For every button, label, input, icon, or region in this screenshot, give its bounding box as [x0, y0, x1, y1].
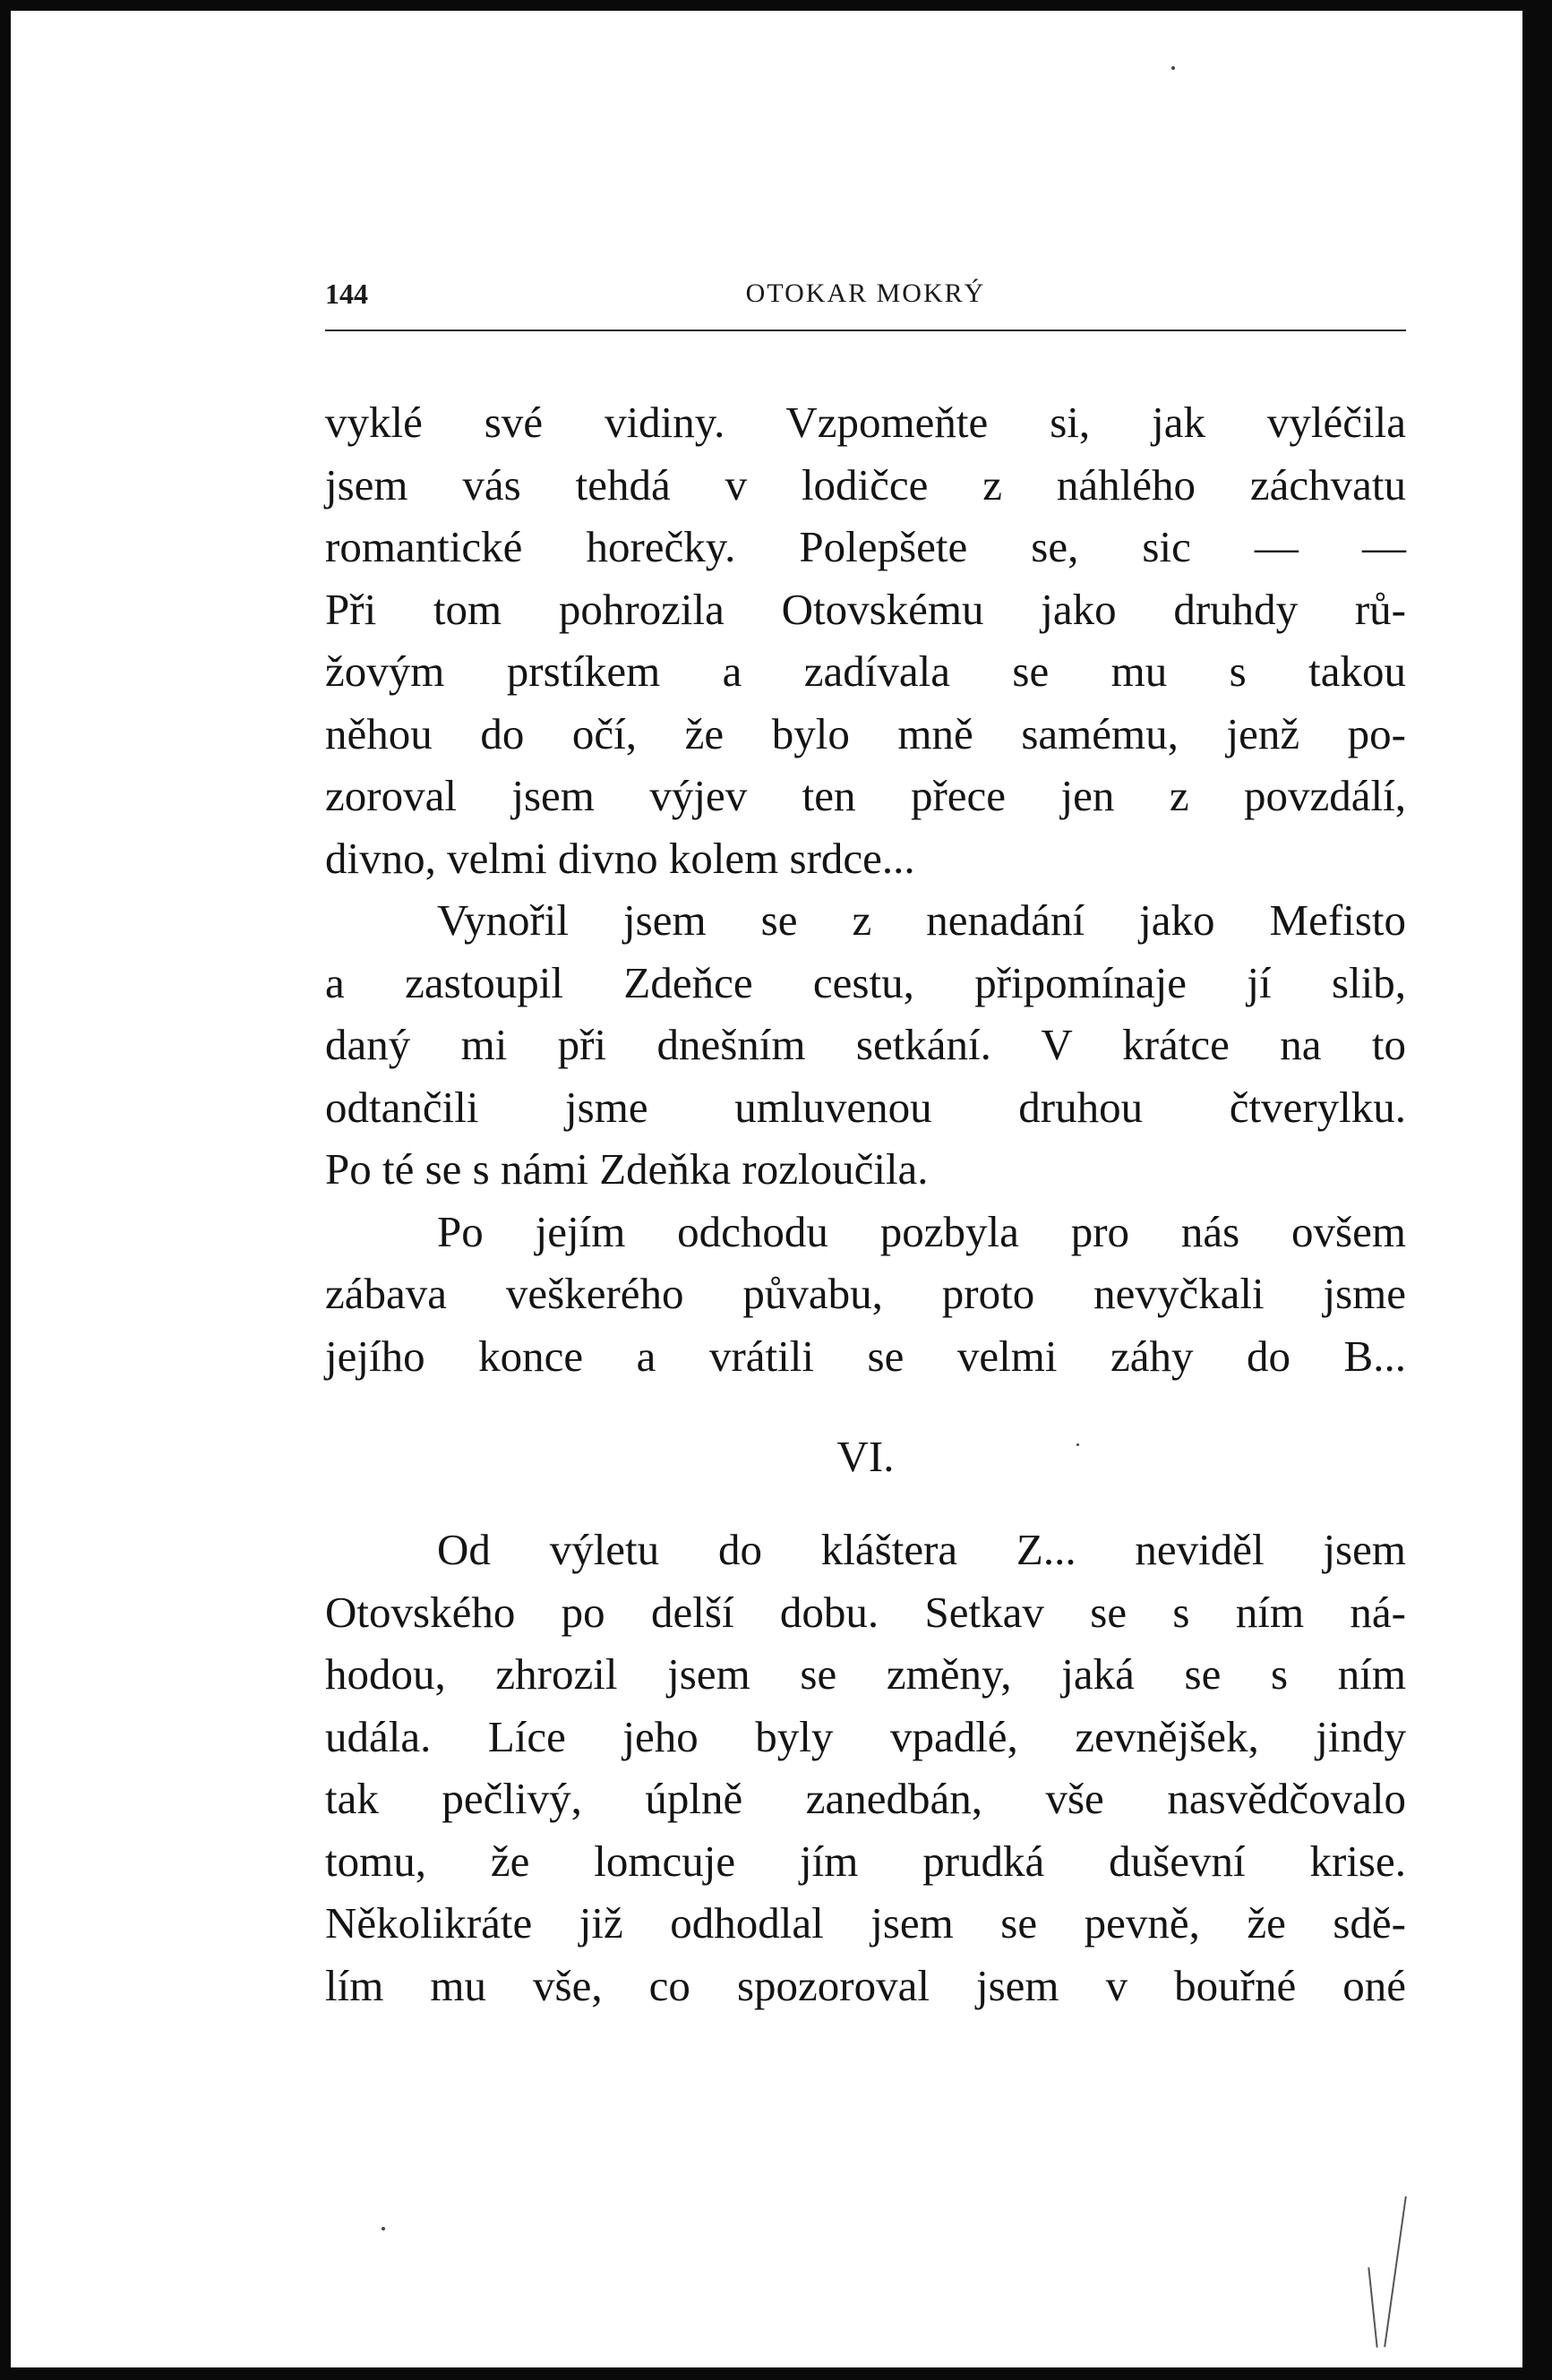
text-line: Po jejím odchodu pozbyla pro nás ovšem	[437, 1206, 1406, 1256]
text-line: divno, velmi divno kolem srdce...	[325, 833, 915, 883]
text-line: žovým prstíkem a zadívala se mu s takou	[325, 646, 1406, 696]
text-line: udála. Líce jeho byly vpadlé, zevnějšek, jindy	[325, 1711, 1406, 1761]
text-line: vyklé své vidiny. Vzpomeňte si, jak vyléčila	[325, 398, 1406, 447]
scan-speck	[1076, 1443, 1079, 1446]
book-page	[11, 11, 1522, 2367]
text-line: jsem vás tehdá v lodičce z náhlého záchvatu	[325, 459, 1406, 509]
scan-speck	[1171, 66, 1175, 70]
text-line: Otovského po delší dobu. Setkav se s ním ná-	[325, 1587, 1406, 1637]
chapter-heading: VI.	[836, 1432, 895, 1481]
text-line: a zastoupil Zdeňce cestu, připomínaje jí slib,	[325, 957, 1406, 1007]
text-line: romantické horečky. Polepšete se, sic — —	[325, 522, 1406, 571]
text-line: tomu, že lomcuje jím prudká duševní krise.	[325, 1836, 1406, 1886]
scan-scratch	[1368, 2267, 1377, 2348]
text-line: Od výletu do kláštera Z... neviděl jsem	[437, 1525, 1406, 1574]
scan-speck	[382, 2227, 385, 2230]
text-line: odtančili jsme umluvenou druhou čtverylku.	[325, 1082, 1406, 1132]
page-number: 144	[325, 278, 368, 310]
text-line: tak pečlivý, úplně zanedbán, vše nasvědčovalo	[325, 1774, 1406, 1823]
running-head: OTOKAR MOKRÝ	[745, 278, 986, 308]
text-line: daný mi při dnešním setkání. V krátce na to	[325, 1020, 1406, 1069]
text-line: lím mu vše, co spozoroval jsem v bouřné oné	[325, 1960, 1406, 2010]
text-line: jejího konce a vrátili se velmi záhy do B...	[325, 1331, 1406, 1381]
text-line: zoroval jsem výjev ten přece jen z povzdálí,	[325, 771, 1406, 820]
scan-scratch	[1384, 2196, 1407, 2348]
text-line: Při tom pohrozila Otovskému jako druhdy rů-	[325, 584, 1406, 634]
body-text	[325, 391, 1406, 2016]
text-line: Několikráte již odhodlal jsem se pevně, že sdě-	[325, 1898, 1406, 1948]
text-line: Po té se s námi Zdeňka rozloučila.	[325, 1144, 929, 1194]
text-line: zábava veškerého půvabu, proto nevyčkali jsme	[325, 1269, 1406, 1318]
text-line: Vynořil jsem se z nenadání jako Mefisto	[437, 895, 1406, 945]
page-header	[325, 276, 1406, 331]
text-line: hodou, zhrozil jsem se změny, jaká se s ním	[325, 1649, 1406, 1699]
text-line: něhou do očí, že bylo mně samému, jenž po-	[325, 708, 1406, 758]
